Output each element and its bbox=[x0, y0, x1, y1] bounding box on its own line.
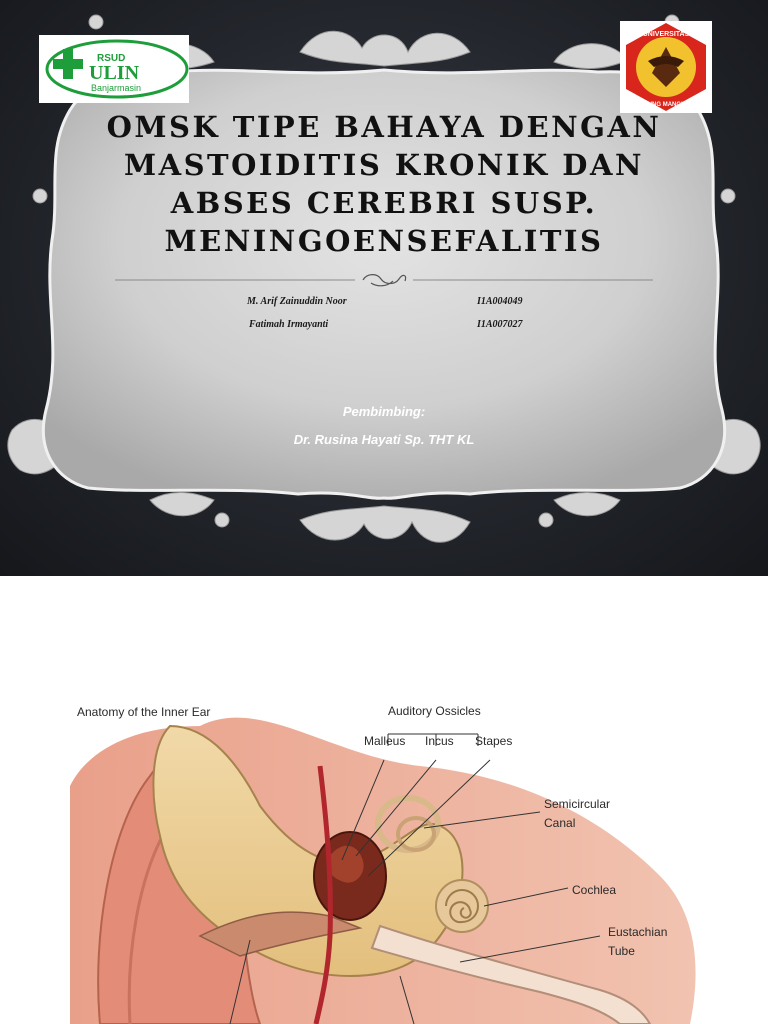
supervisor-name: Dr. Rusina Hayati Sp. THT KL bbox=[293, 432, 475, 447]
author-id: I1A004049 bbox=[477, 296, 523, 307]
label-incus: Incus bbox=[425, 734, 454, 748]
label-auditory-ossicles: Auditory Ossicles bbox=[388, 704, 481, 718]
figure-title: Anatomy of the Inner Ear bbox=[77, 705, 211, 719]
label-tube: Tube bbox=[608, 944, 635, 958]
author-id: I1A007027 bbox=[477, 319, 523, 330]
title-line: MENINGOENSEFALITIS bbox=[164, 224, 604, 258]
author-name: Fatimah Irmayanti bbox=[249, 319, 329, 330]
label-stapes: Stapes bbox=[475, 734, 513, 748]
label-canal: Canal bbox=[544, 816, 576, 830]
inner-ear-illustration bbox=[0, 576, 768, 1024]
label-malleus: Malleus bbox=[364, 734, 406, 748]
rsud-logo-text-3: Banjarmasin bbox=[91, 83, 142, 93]
label-eustachian: Eustachian bbox=[608, 925, 668, 939]
anatomy-slide bbox=[0, 576, 768, 1024]
title-line: ABSES CEREBRI SUSP. bbox=[170, 186, 598, 220]
rsud-ulin-logo bbox=[39, 35, 189, 103]
slide-title bbox=[70, 108, 698, 260]
rsud-logo-text-1: RSUD bbox=[97, 53, 126, 64]
title-divider bbox=[115, 271, 653, 291]
label-cochlea: Cochlea bbox=[572, 883, 617, 897]
label-semicircular: Semicircular bbox=[544, 797, 611, 811]
rsud-logo-text-2: ULIN bbox=[89, 62, 140, 84]
author-name: M. Arif Zainuddin Noor bbox=[247, 296, 347, 307]
unlam-logo-text-bottom: LAMBUNG MANGKURAT bbox=[630, 102, 702, 108]
unlam-logo-text-top: UNIVERSITAS bbox=[642, 31, 690, 38]
title-line: OMSK TIPE BAHAYA DENGAN bbox=[106, 110, 662, 144]
title-line: MASTOIDITIS KRONIK DAN bbox=[124, 148, 644, 182]
supervisor-label: Pembimbing: bbox=[342, 404, 426, 419]
unlam-logo bbox=[620, 21, 712, 113]
